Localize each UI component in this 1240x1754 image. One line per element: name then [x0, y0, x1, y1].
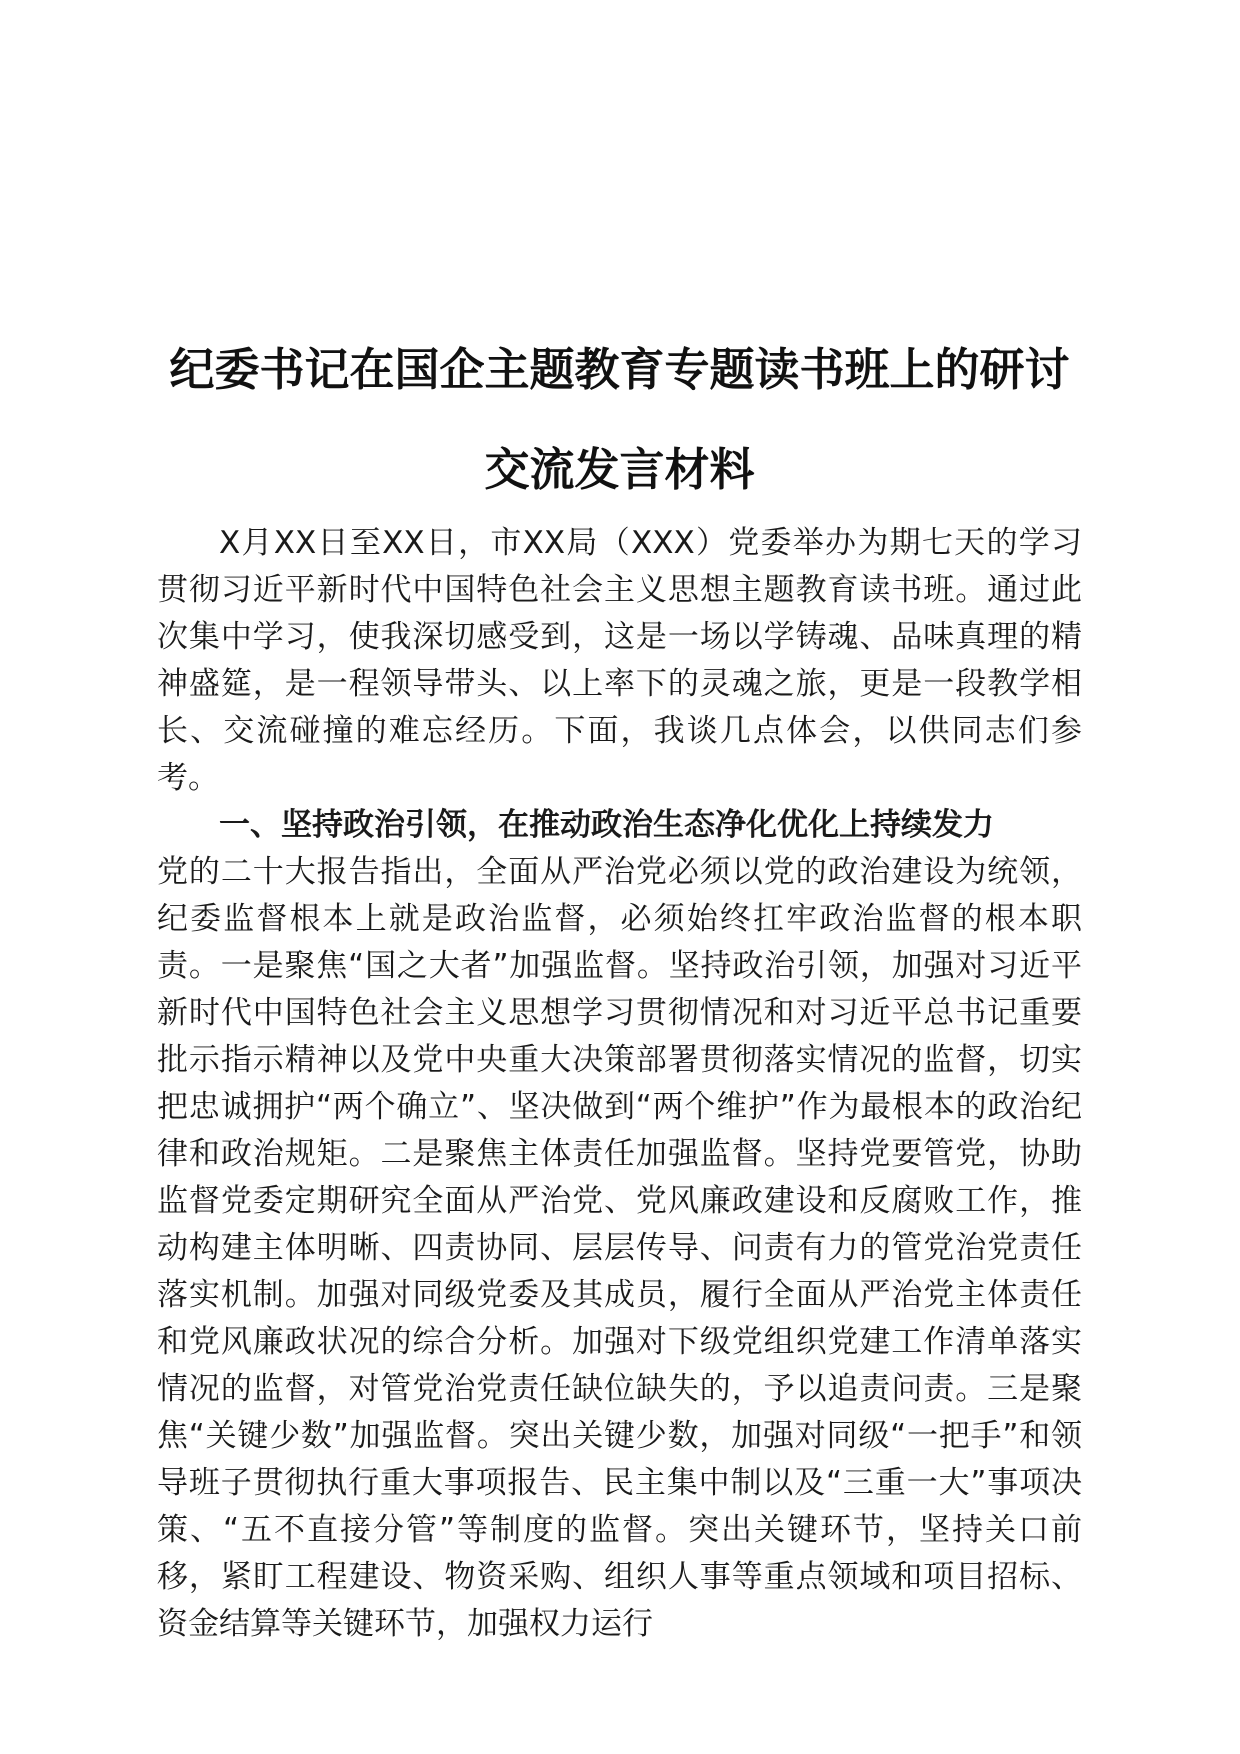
document-title [157, 320, 1082, 520]
title-line-1: 纪委书记在国企主题教育专题读书班上的研讨 [169, 343, 1070, 396]
section-1-heading: 一、坚持政治引领，在推动政治生态净化优化上持续发力 [219, 807, 994, 843]
section-1-body: 党的二十大报告指出，全面从严治党必须以党的政治建设为统领，纪委监督根本上就是政治监督，必须始终扛牢政治监督的根本职责。一是聚焦“国之大者”加强监督。坚持政治引领，加强对习近平新时代中国特色社会主义思想学习贯彻情况和对习近平总书记重要批示指示精神以及党中央重大决策部署贯彻落实情况的监督，切实把忠诚拥护“两个确立”、坚决做到“两个维护”作为最根本的政治纪律和政治规矩。二是聚焦主体责任加强监督。坚持党要管党，协助监督党委定期研究全面从严治党、党风廉政建设和反腐败工作，推动构建主体明晰、四责协同、层层传导、问责有力的管党治党责任落实机制。加强对同级党委及其成员，履行全面从严治党主体责任和党风廉政状况的综合分析。加强对下级党组织党建工作清单落实情况的监督，对管党治党责任缺位缺失的，予以追责问责。三是聚焦“关键少数”加强监督。突出关键少数，加强对同级“一把手”和领导班子贯彻执行重大事项报告、民主集中制以及“三重一大”事项决策、“五不直接分管”等制度的监督。突出关键环节，坚持关口前移，紧盯工程建设、物资采购、组织人事等重点领域和项目招标、资金结算等关键环节，加强权力运行 [157, 854, 1082, 1642]
document-content [157, 320, 1082, 1648]
intro-paragraph: X月XX日至XX日，市XX局（XXX）党委举办为期七天的学习贯彻习近平新时代中国特色社会主义思想主题教育读书班。通过此次集中学习，使我深切感受到，这是一场以学铸魂、品味真理的精神盛筵，是一程领导带头、以上率下的灵魂之旅，更是一段教学相长、交流碰撞的难忘经历。下面，我谈几点体会，以供同志们参考。 [157, 525, 1082, 796]
title-line-2: 交流发言材料 [484, 443, 755, 496]
